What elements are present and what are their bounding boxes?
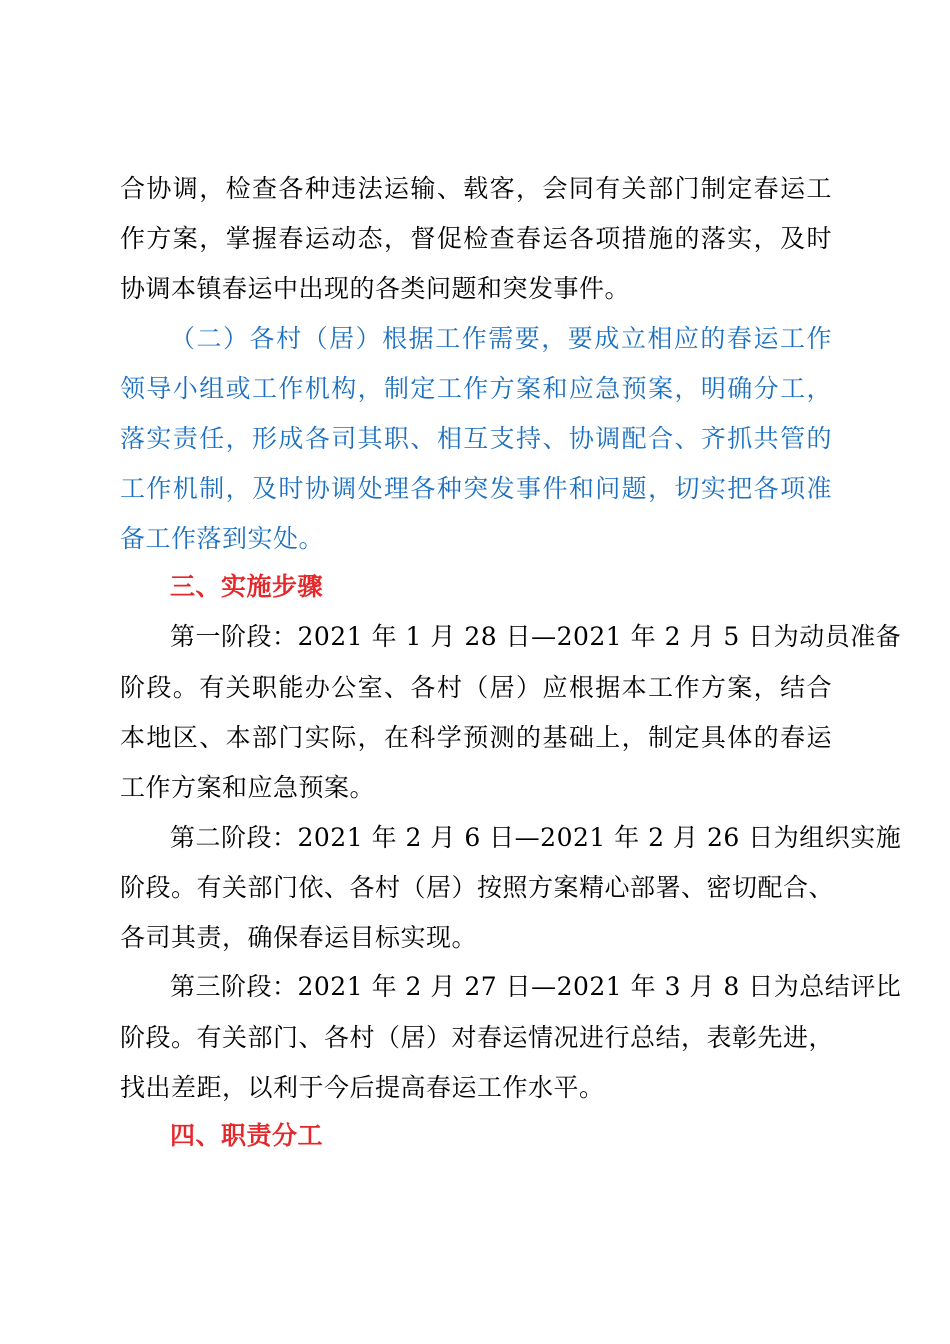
text-line: 作方案，掌握春运动态，督促检查春运各项措施的落实，及时 [120,224,832,253]
text-line: 合协调，检查各种违法运输、载客，会同有关部门制定春运工 [120,174,832,203]
text-line: 工作方案和应急预案。 [120,773,376,802]
text-line: 协调本镇春运中出现的各类问题和突发事件。 [120,274,631,303]
text-line: 第三阶段：2021 年 2 月 27 日—2021 年 3 月 8 日为总结评比 [170,972,902,1001]
text-line: （二）各村（居）根据工作需要，要成立相应的春运工作 [170,324,832,353]
text-line: 阶段。有关部门、各村（居）对春运情况进行总结，表彰先进， [120,1023,835,1052]
section-heading-duties: 四、职责分工 [170,1121,324,1150]
text-line: 落实责任，形成各司其职、相互支持、协调配合、齐抓共管的 [120,424,832,453]
text-line: 备工作落到实处。 [120,524,325,553]
text-line: 找出差距，以利于今后提高春运工作水平。 [120,1073,605,1102]
text-line: 阶段。有关部门依、各村（居）按照方案精心部署、密切配合、 [120,873,835,902]
text-line: 阶段。有关职能办公室、各村（居）应根据本工作方案，结合 [120,673,832,702]
text-line: 本地区、本部门实际，在科学预测的基础上，制定具体的春运 [120,723,832,752]
section-heading-steps: 三、实施步骤 [170,572,324,601]
text-line: 工作机制，及时协调处理各种突发事件和问题，切实把各项准 [120,474,832,503]
text-line: 领导小组或工作机构，制定工作方案和应急预案，明确分工， [120,374,832,403]
text-line: 各司其责，确保春运目标实现。 [120,923,478,952]
text-line: 第一阶段：2021 年 1 月 28 日—2021 年 2 月 5 日为动员准备 [170,622,902,651]
text-line: 第二阶段：2021 年 2 月 6 日—2021 年 2 月 26 日为组织实施 [170,823,902,852]
